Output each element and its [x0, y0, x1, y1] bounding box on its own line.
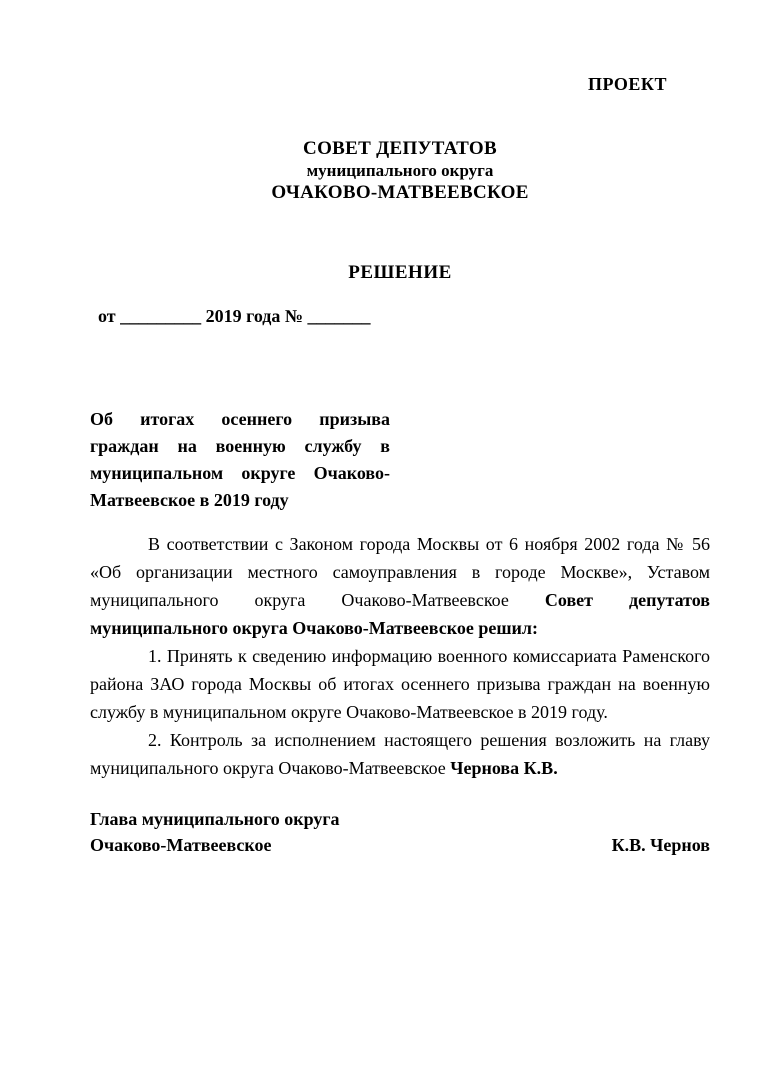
body-text — [90, 530, 710, 782]
org-header — [90, 138, 710, 204]
draft-stamp — [90, 0, 710, 95]
org-header-district-line: муниципального округа — [306, 161, 494, 180]
signature-position-line2: Очаково-Матвеевское — [90, 835, 272, 855]
preamble-resolved-text: Совет депутатов муниципального округа Очаково-Матвеевское решил: — [90, 590, 710, 638]
document-type-title: РЕШЕНИЕ — [348, 262, 452, 283]
resolution-item-2 — [90, 726, 710, 782]
subject-block: Об итогах осеннего призыва граждан на военную службу в муниципальном округе Очаково-Матвеевское в 2019 году — [90, 409, 390, 510]
date-number-line: от _________ 2019 года № _______ — [98, 306, 371, 326]
signature-position-line1: Глава муниципального округа — [90, 809, 340, 829]
signature-block — [90, 806, 710, 858]
preamble-paragraph — [90, 530, 710, 642]
signature-name: К.В. Чернов — [611, 835, 710, 855]
resolution-item-2-name: Чернова К.В. — [450, 758, 558, 778]
preamble-text: В соответствии с Законом города Москвы от 6 ноября 2002 года № 56 «Об организации местного самоуправления в городе Москве», Уставом муниципального округа Очаково-Матвеевское — [90, 534, 710, 610]
signature-position — [90, 806, 340, 858]
org-header-council-line: СОВЕТ ДЕПУТАТОВ — [303, 138, 497, 159]
draft-stamp-label: ПРОЕКТ — [588, 74, 667, 94]
org-header-name-line: ОЧАКОВО-МАТВЕЕВСКОЕ — [271, 182, 529, 203]
resolution-item-1: 1. Принять к сведению информацию военного комиссариата Раменского района ЗАО города Москвы об итогах осеннего призыва граждан на военную службу в муниципальном округе Очаково-Матвеевское в 2019 году. — [90, 646, 710, 722]
resolution-item-2-text: 2. Контроль за исполнением настоящего решения возложить на главу муниципального округа Очаково-Матвеевское — [90, 730, 710, 778]
